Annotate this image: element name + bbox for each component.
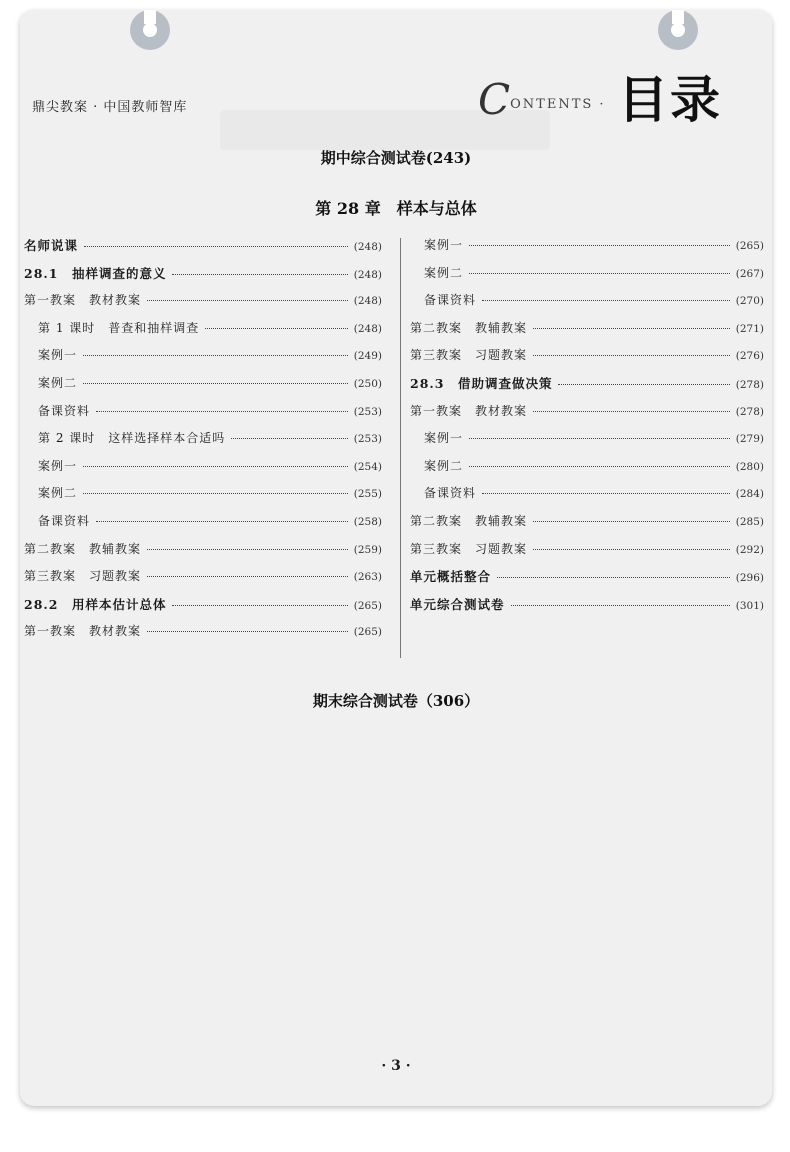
toc-entry-page: (259) (353, 543, 382, 556)
dot-leader (482, 493, 730, 494)
dot-leader (147, 631, 348, 632)
toc-entry-label: 案例一 (424, 431, 464, 446)
dot-leader (205, 328, 348, 329)
toc-entry[interactable] (38, 374, 382, 392)
toc-entry[interactable] (410, 402, 764, 420)
toc-entry-page: (254) (353, 460, 382, 473)
toc-entry-page: (265) (353, 626, 382, 639)
toc-entry-page: (249) (353, 350, 382, 363)
toc-entry-page: (250) (353, 378, 382, 390)
dot-leader (533, 328, 730, 329)
toc-entry-label: 第 2 课时 这样选择样本合适吗 (38, 431, 226, 446)
toc-entry-label: 案例一 (38, 348, 78, 363)
midterm-heading: 期中综合测试卷(243) (320, 149, 472, 167)
toc-entry-label: 第三教案 习题教案 (410, 541, 528, 556)
toc-entry[interactable] (410, 567, 764, 585)
dot-leader (231, 438, 348, 439)
toc-entry-label: 第三教案 习题教案 (24, 569, 142, 584)
toc-entry-label: 备课资料 (424, 293, 477, 308)
toc-entry[interactable] (24, 595, 382, 613)
dot-leader (172, 274, 347, 275)
dot-leader (469, 245, 730, 246)
toc-entry[interactable] (410, 346, 764, 364)
binder-ring-right (658, 10, 698, 50)
toc-entry[interactable] (24, 264, 382, 282)
toc-entry-label: 案例二 (424, 265, 464, 280)
contents-rest: ONTENTS · (510, 97, 606, 112)
toc-entry-label: 案例二 (424, 458, 464, 473)
toc-entry-label: 案例一 (424, 238, 464, 252)
dot-leader (83, 383, 348, 384)
toc-entry[interactable] (424, 429, 764, 447)
toc-entry-page: (265) (735, 240, 764, 252)
toc-entry-page: (248) (353, 322, 382, 335)
toc-entry[interactable] (38, 402, 382, 420)
toc-entry-page: (248) (353, 268, 382, 281)
contents-initial: C (478, 75, 511, 124)
page-sheet (20, 10, 772, 1106)
toc-entry-label: 备课资料 (38, 514, 91, 528)
toc-entry-label: 第 1 课时 普查和抽样调查 (38, 320, 200, 335)
toc-entry[interactable] (410, 512, 764, 530)
toc-entry-label: 备课资料 (38, 403, 91, 418)
toc-entry-label: 案例二 (38, 376, 78, 390)
toc-entry-label: 案例二 (38, 486, 78, 501)
toc-entry[interactable] (24, 236, 382, 254)
toc-entry-label: 第二教案 教辅教案 (410, 320, 528, 335)
toc-entry-page: (296) (735, 572, 764, 585)
toc-entry-page: (248) (353, 241, 382, 253)
toc-entry-page: (284) (735, 488, 764, 501)
dot-leader (147, 576, 348, 577)
toc-entry-page: (292) (735, 543, 764, 556)
toc-entry-label: 28.1 抽样调查的意义 (24, 265, 167, 281)
toc-entry-label: 第一教案 教材教案 (410, 403, 528, 418)
dot-leader (511, 605, 730, 606)
dot-leader (84, 246, 348, 247)
toc-entry-label: 案例一 (38, 458, 78, 473)
dot-leader (96, 411, 348, 412)
toc-entry-page: (255) (353, 488, 382, 501)
toc-entry[interactable] (424, 264, 764, 282)
toc-entry[interactable] (424, 457, 764, 475)
toc-entry[interactable] (424, 484, 764, 502)
toc-entry[interactable] (410, 540, 764, 558)
toc-entry-label: 第二教案 教辅教案 (24, 541, 142, 556)
toc-entry-label: 第二教案 教辅教案 (410, 514, 528, 528)
dot-leader (469, 438, 730, 439)
dot-leader (83, 493, 348, 494)
toc-entry-page: (253) (353, 433, 382, 446)
toc-entry-page: (270) (735, 295, 764, 308)
toc-entry[interactable] (24, 622, 382, 640)
dot-leader (172, 605, 347, 606)
toc-entry-label: 名师说课 (24, 238, 79, 253)
toc-entry-page: (278) (735, 405, 764, 418)
contents-logo (478, 75, 606, 124)
dot-leader (83, 355, 348, 356)
page-title: 目录 (618, 71, 722, 129)
binder-ring-left (130, 10, 170, 50)
toc-entry[interactable] (38, 512, 382, 530)
toc-entry-label: 28.3 借助调查做决策 (410, 376, 553, 391)
toc-entry-page: (271) (735, 322, 764, 335)
toc-entry[interactable] (38, 346, 382, 364)
dot-leader (558, 384, 729, 385)
toc-entry[interactable] (38, 319, 382, 337)
toc-entry-page: (248) (353, 295, 382, 308)
dot-leader (469, 273, 730, 274)
chapter-heading: 第 28 章 样本与总体 (315, 199, 477, 218)
toc-entry-page: (276) (735, 350, 764, 363)
toc-entry-label: 备课资料 (424, 486, 477, 501)
toc-entry-label: 28.2 用样本估计总体 (24, 596, 167, 612)
toc-entry-page: (263) (353, 571, 382, 584)
dot-leader (482, 300, 730, 301)
brand-label: 鼎尖教案 · 中国教师智库 (32, 100, 188, 115)
toc-entry-label: 单元综合测试卷 (410, 596, 505, 612)
toc-entry-page: (253) (353, 405, 382, 418)
dot-leader (96, 521, 348, 522)
toc-entry-page: (285) (735, 516, 764, 528)
dot-leader (497, 577, 730, 578)
toc-entry-label: 第一教案 教材教案 (24, 293, 142, 308)
dot-leader (533, 521, 730, 522)
toc-entry[interactable] (410, 595, 764, 613)
toc-entry[interactable] (410, 319, 764, 337)
dot-leader (533, 355, 730, 356)
toc-entry[interactable] (424, 291, 764, 309)
dot-leader (533, 411, 730, 412)
toc-entry-page: (279) (735, 433, 764, 446)
page-number: · 3 · (381, 1058, 411, 1074)
dot-leader (147, 300, 348, 301)
toc-entry-page: (267) (735, 267, 764, 280)
toc-entry[interactable] (424, 236, 764, 254)
dot-leader (469, 466, 730, 467)
toc-entry-page: (265) (353, 599, 382, 612)
toc-entry-label: 第一教案 教材教案 (24, 624, 142, 639)
toc-entry[interactable] (38, 457, 382, 475)
toc-entry-page: (280) (735, 460, 764, 473)
dot-leader (147, 549, 348, 550)
toc-entry[interactable] (24, 291, 382, 309)
toc-entry-page: (301) (735, 599, 764, 612)
toc-entry-page: (258) (353, 516, 382, 528)
column-divider (400, 238, 401, 658)
toc-entry[interactable] (38, 484, 382, 502)
toc-entry[interactable] (38, 429, 382, 447)
final-exam-heading: 期末综合测试卷（306） (312, 692, 480, 710)
dot-leader (83, 466, 348, 467)
dot-leader (533, 549, 730, 550)
toc-entry[interactable] (24, 540, 382, 558)
toc-entry-label: 单元概括整合 (410, 569, 492, 585)
toc-entry[interactable] (24, 567, 382, 585)
toc-entry-label: 第三教案 习题教案 (410, 348, 528, 363)
toc-entry[interactable] (410, 374, 764, 392)
toc-entry-page: (278) (735, 379, 764, 391)
